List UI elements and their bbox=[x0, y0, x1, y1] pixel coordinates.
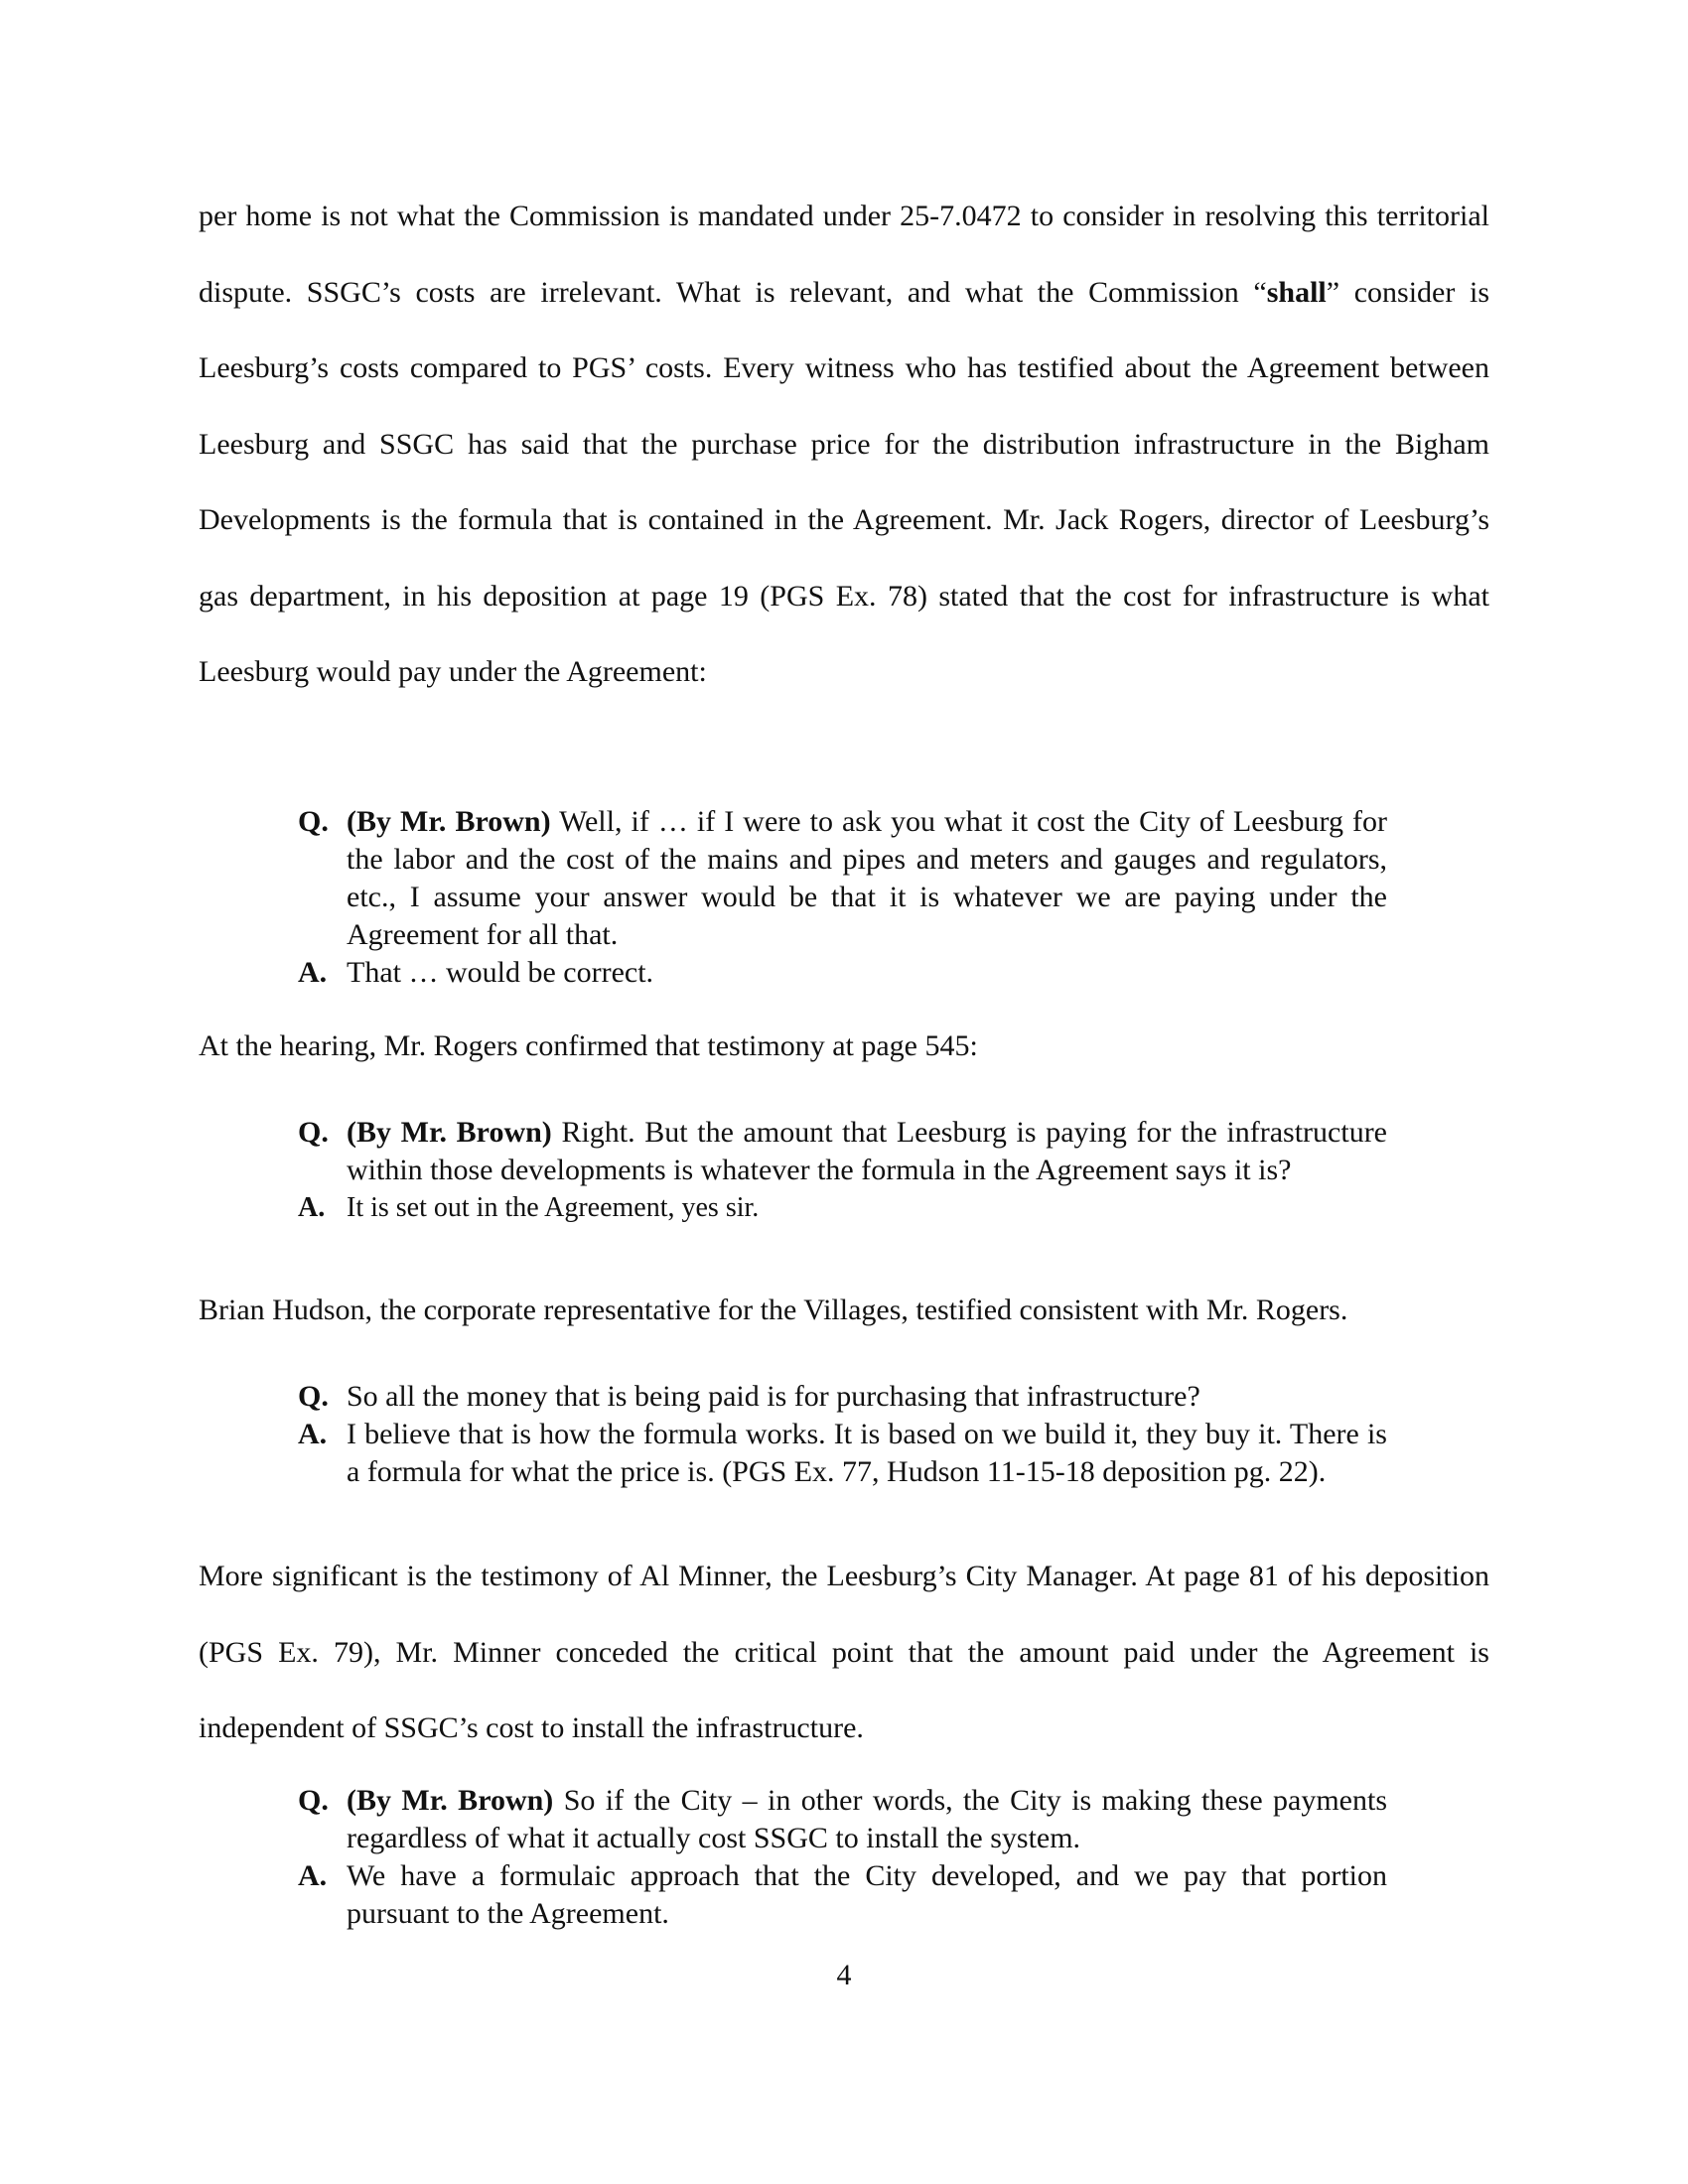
paragraph-1-text-b: ” consider is Leesburg’s costs compared to PGS’ costs. Every witness who has testified about the Agreement between Leesburg and SSGC has said that the purchase price for the distribution infrastructure in the Bigham Developments is the formula that is contained in the Agreement. Mr. Jack Rogers, director of Leesburg’s gas department, in his deposition at page 19 (PGS Ex. 78) stated that the cost for infrastructure is what Leesburg would pay under the Agreement: bbox=[199, 275, 1489, 688]
page-number: 4 bbox=[836, 1959, 852, 1991]
question-text: So all the money that is being paid is for purchasing that infrastructure? bbox=[347, 1380, 1200, 1413]
question-label: Q. bbox=[298, 805, 329, 838]
question-4 bbox=[298, 1782, 1387, 1857]
quote-block-3 bbox=[298, 1378, 1387, 1491]
paragraph-3: Brian Hudson, the corporate representative for the Villages, testified consistent with Mr. Rogers. bbox=[199, 1294, 1348, 1326]
answer-label: A. bbox=[298, 1192, 326, 1223]
emphasis-shall: shall bbox=[1266, 275, 1327, 309]
quote-block-2 bbox=[298, 1114, 1387, 1227]
question-speaker: (By Mr. Brown) bbox=[347, 805, 551, 838]
paragraph-1-text-a: per home is not what the Commission is mandated under 25-7.0472 to consider in resolving this territorial dispute. SSGC’s costs are irrelevant. What is relevant, and what the Commission “ bbox=[199, 200, 1489, 309]
question-label: Q. bbox=[298, 1784, 329, 1817]
question-3 bbox=[298, 1378, 1387, 1416]
question-speaker: (By Mr. Brown) bbox=[347, 1116, 552, 1149]
paragraph-1 bbox=[199, 179, 1489, 711]
question-text: Well, if … if I were to ask you what it cost the City of Leesburg for the labor and the cost of the mains and pipes and meters and gauges and regulators, etc., I assume your answer would be that it is whatever we are paying under the Agreement for all that. bbox=[347, 805, 1387, 951]
answer-2 bbox=[298, 1189, 1387, 1227]
question-1 bbox=[298, 803, 1387, 954]
answer-1 bbox=[298, 954, 1387, 992]
quote-block-4 bbox=[298, 1782, 1387, 1933]
answer-label: A. bbox=[298, 1418, 328, 1450]
answer-text: That … would be correct. bbox=[347, 956, 654, 989]
answer-label: A. bbox=[298, 1859, 328, 1892]
question-speaker: (By Mr. Brown) bbox=[347, 1784, 554, 1817]
question-text: So if the City – in other words, the City is making these payments regardless of what it actually cost SSGC to install the system. bbox=[347, 1784, 1388, 1854]
question-2 bbox=[298, 1114, 1387, 1189]
question-label: Q. bbox=[298, 1116, 329, 1149]
answer-label: A. bbox=[298, 956, 328, 989]
answer-text: I believe that is how the formula works. It is based on we build it, they buy it. There is a formula for what the price is. (PGS Ex. 77, Hudson 11-15-18 deposition pg. 22). bbox=[347, 1418, 1387, 1488]
answer-text: It is set out in the Agreement, yes sir. bbox=[347, 1192, 760, 1223]
paragraph-2: At the hearing, Mr. Rogers confirmed that testimony at page 545: bbox=[199, 1029, 978, 1062]
quote-block-1 bbox=[298, 803, 1387, 992]
paragraph-4: More significant is the testimony of Al Minner, the Leesburg’s City Manager. At page 81 of his deposition (PGS Ex. 79), Mr. Minner conceded the critical point that the amount paid under the Agreement is independent of SSGC’s cost to install the infrastructure. bbox=[199, 1560, 1489, 1744]
answer-3 bbox=[298, 1416, 1387, 1491]
question-label: Q. bbox=[298, 1380, 329, 1413]
answer-4 bbox=[298, 1857, 1387, 1933]
answer-text: We have a formulaic approach that the City developed, and we pay that portion pursuant to the Agreement. bbox=[347, 1859, 1387, 1930]
question-text: Right. But the amount that Leesburg is paying for the infrastructure within those developments is whatever the formula in the Agreement says it is? bbox=[347, 1116, 1387, 1186]
